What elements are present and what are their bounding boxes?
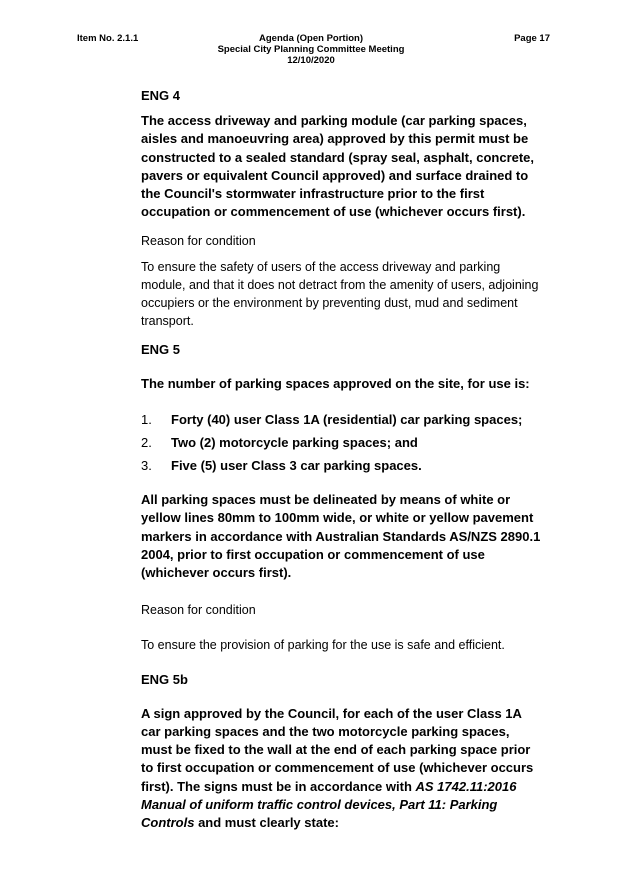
parking-list	[141, 411, 541, 475]
list-item-text: Forty (40) user Class 1A (residential) car parking spaces;	[171, 412, 523, 428]
eng4-heading: ENG 4	[141, 88, 181, 103]
list-item-number: 2.	[141, 435, 152, 451]
header-date: 12/10/2020	[287, 55, 335, 66]
eng5-reason: To ensure the provision of parking for the use is safe and efficient.	[141, 637, 505, 652]
header-page-number: Page 17	[514, 33, 550, 44]
list-item	[141, 434, 541, 452]
eng5b-heading: ENG 5b	[141, 671, 188, 687]
header-meeting-name: Special City Planning Committee Meeting	[217, 44, 405, 55]
eng5-heading: ENG 5	[141, 341, 181, 357]
eng5-delineation: All parking spaces must be delineated by means of white or yellow lines 80mm to 100mm wide, or white or yellow pavement markers in accordance with Australian Standards AS/NZS 2890.1 2004, prior to first occupation or commencement of use (whichever occurs first).	[141, 492, 541, 581]
list-item-number: 1.	[141, 412, 152, 428]
list-item-text: Five (5) user Class 3 car parking spaces.	[171, 458, 422, 474]
header-agenda-title: Agenda (Open Portion)	[259, 33, 363, 44]
document-body	[141, 87, 541, 833]
eng5b-standard-reference: AS 1742.11:2016 Manual of uniform traffic control devices, Part 11: Parking Controls	[141, 778, 517, 831]
eng5b-condition-end: and must clearly state:	[194, 815, 339, 831]
eng5b-condition-text: A sign approved by the Council, for each of the user Class 1A car parking spaces and the two motorcycle parking spaces, must be fixed to the wall at the end of each parking space prior to first occupation or commencement of use (whichever occurs first). The signs must be in accordance with	[141, 705, 534, 794]
list-item-text: Two (2) motorcycle parking spaces; and	[171, 435, 418, 451]
list-item	[141, 457, 541, 475]
eng5-intro: The number of parking spaces approved on the site, for use is:	[141, 375, 530, 391]
eng4-reason: To ensure the safety of users of the access driveway and parking module, and that it does not detract from the amenity of users, adjoining occupiers or the environment by preventing dust, mud and sediment transport.	[141, 259, 539, 328]
eng5b-condition	[141, 705, 541, 833]
eng4-reason-label: Reason for condition	[141, 233, 256, 248]
header-item-number: Item No. 2.1.1	[77, 33, 139, 44]
eng4-condition: The access driveway and parking module (car parking spaces, aisles and manoeuvring area) approved by this permit must be constructed to a sealed standard (spray seal, asphalt, concrete, pavers or equivalent Council approved) and surface drained to the Council's stormwater infrastructure prior to the first occupation or commencement of use (whichever occurs first).	[141, 113, 535, 220]
list-item-number: 3.	[141, 458, 152, 474]
eng5-reason-label: Reason for condition	[141, 602, 256, 617]
list-item	[141, 411, 541, 429]
